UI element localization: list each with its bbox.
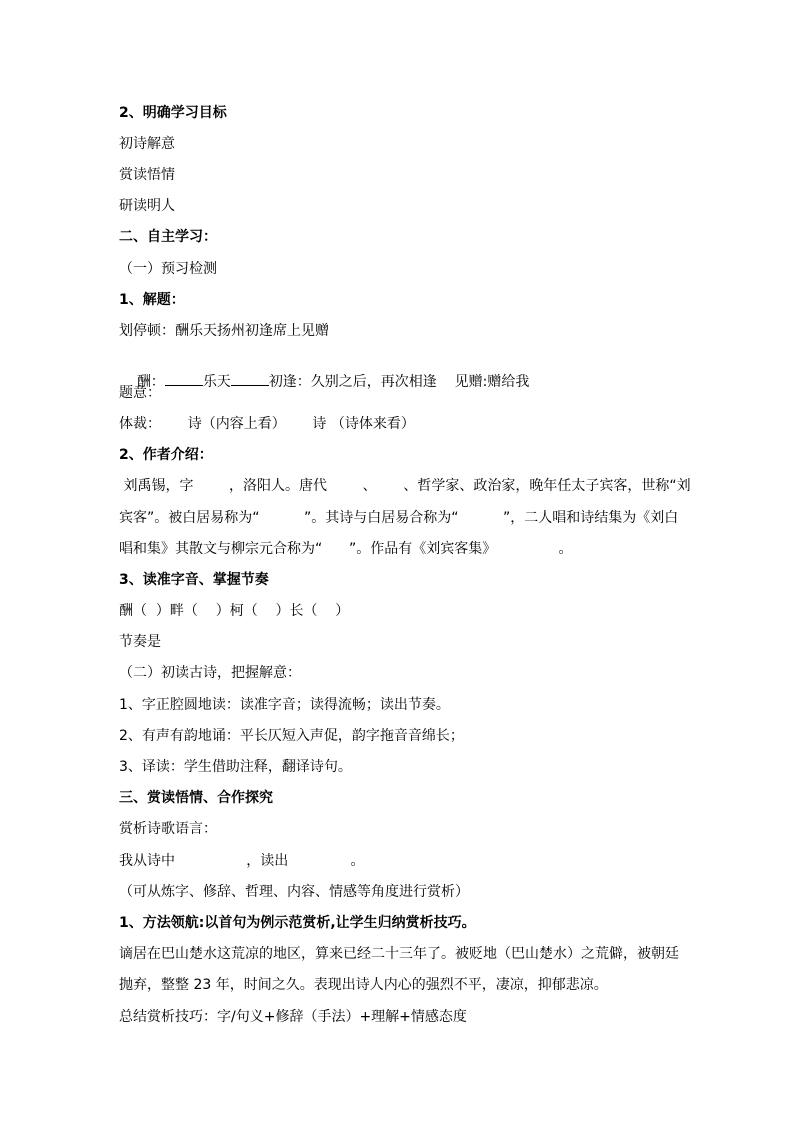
- title-meaning: 题意：: [119, 385, 161, 401]
- reading-step-1: 1、字正腔圆地读：读准字音；读得流畅；读出节奏。: [119, 697, 450, 713]
- reading-step-2: 2、有声有韵地诵：平长仄短入声促，韵字拖音音绵长；: [119, 728, 464, 744]
- fill-in-line: [119, 353, 529, 409]
- author-heading: 2、作者介绍：: [119, 447, 213, 463]
- author-intro-3: 唱和集》其散文与柳宗元合称为“ ”。作品有《刘宾客集》 。: [119, 541, 573, 557]
- blank-2[interactable]: [231, 371, 269, 386]
- pronunciation-items: 酬（ ）畔（ ）柯（ ）长（ ）: [119, 603, 350, 619]
- item-title-explain: 1、解题：: [119, 292, 185, 308]
- section-appreciation: 三、赏读悟情、合作探究: [119, 790, 273, 806]
- goal-heading: 2、明确学习目标: [119, 105, 227, 121]
- goal-item-1: 初诗解意: [119, 136, 175, 152]
- rhythm-line: 节奏是: [119, 634, 161, 650]
- genre-line: 体裁： 诗（内容上看） 诗 （诗体来看）: [119, 416, 415, 432]
- goal-item-2: 赏读悟情: [119, 167, 175, 183]
- example-analysis-2: 抛弃，整整 23 年，时间之久。表现出诗人内心的强烈不平，凄凉，抑郁悲凉。: [119, 977, 608, 993]
- fill-label-letian: 乐天: [202, 374, 231, 390]
- author-intro-2: 宾客”。被白居易称为“ ”。其诗与白居易合称为“ ”，二人唱和诗结集为《刘白: [119, 510, 679, 526]
- section-self-study: 二、自主学习：: [119, 229, 217, 245]
- appreciate-language: 赏析诗歌语言：: [119, 821, 217, 837]
- pause-marking: 划停顿：酬乐天扬州初逢席上见赠: [119, 323, 329, 339]
- subsection-first-reading: （二）初读古诗，把握解意：: [119, 665, 301, 681]
- fill-label-rest: 初逢：久别之后，再次相逢 见赠:赠给我: [268, 374, 530, 390]
- summary-technique: 总结赏析技巧：字/句义+修辞（手法）+理解+情感态度: [119, 1009, 467, 1025]
- pronunciation-heading: 3、读准字音、掌握节奏: [119, 572, 269, 588]
- author-intro-1: 刘禹锡，字 ，洛阳人。唐代 、 、哲学家、政治家，晚年任太子宾客，世称“刘: [119, 478, 691, 494]
- appreciate-hint: （可从炼字、修辞、哲理、内容、情感等角度进行赏析）: [119, 884, 469, 900]
- appreciate-template: 我从诗中 ，读出 。: [119, 853, 365, 869]
- example-analysis-1: 谪居在巴山楚水这荒凉的地区，算来已经二十三年了。被贬地（巴山楚水）之荒僻，被朝廷: [119, 946, 679, 962]
- reading-step-3: 3、译读：学生借助注释，翻译诗句。: [119, 759, 352, 775]
- goal-item-3: 研读明人: [119, 198, 175, 214]
- fill-label-chou: 酬：: [136, 374, 165, 390]
- blank-1[interactable]: [165, 371, 203, 386]
- subsection-preview: （一）预习检测: [119, 261, 217, 277]
- method-guide: 1、方法领航:以首句为例示范赏析,让学生归纳赏析技巧。: [119, 915, 476, 931]
